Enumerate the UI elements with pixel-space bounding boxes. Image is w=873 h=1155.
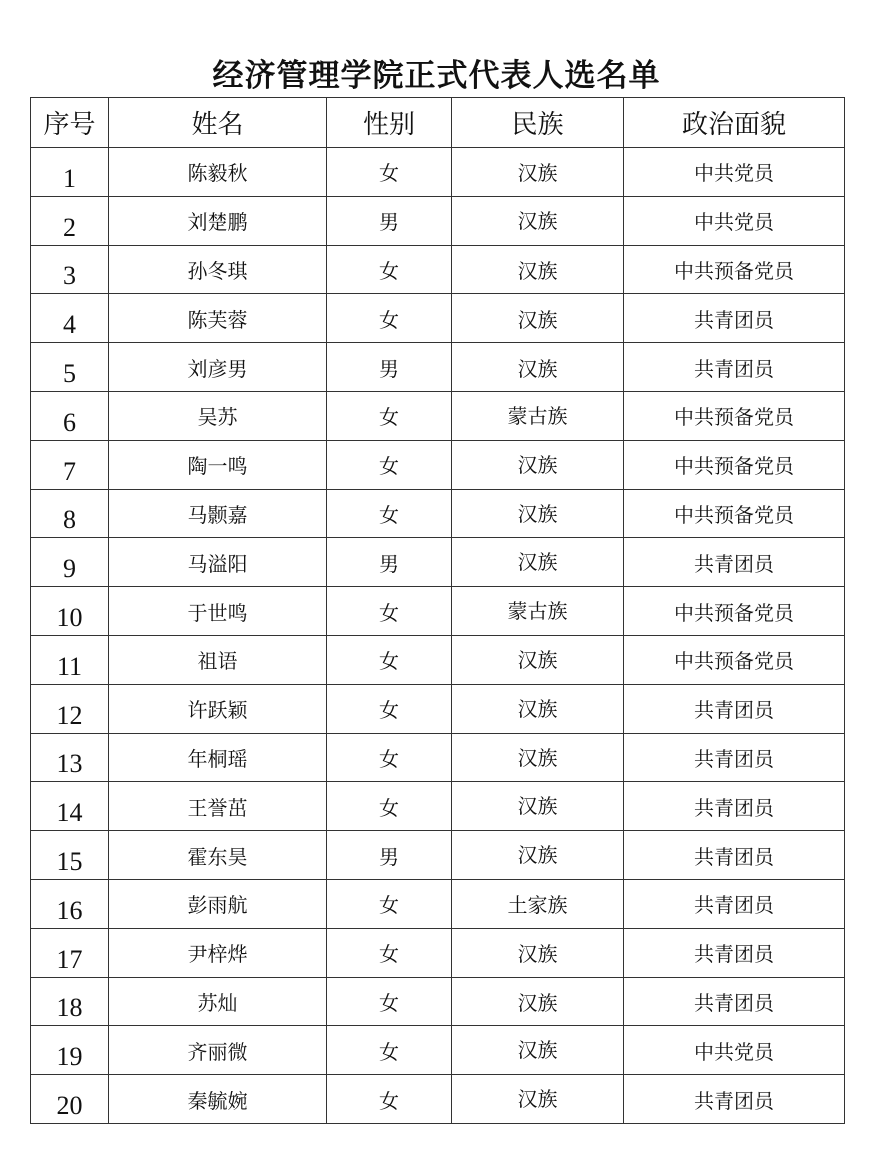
candidate-table [30,97,845,1124]
row-index: 15 [31,831,109,880]
document-title: 经济管理学院正式代表人选名单 [212,58,661,94]
table-row [31,148,845,197]
row-gender: 男 [327,538,452,587]
row-gender: 女 [327,635,452,684]
row-gender: 女 [327,928,452,977]
row-political-status: 共青团员 [624,343,845,392]
row-index: 20 [31,1075,109,1124]
table-row [31,684,845,733]
row-index: 4 [31,294,109,343]
row-index: 9 [31,538,109,587]
row-ethnicity: 汉族 [452,294,624,343]
row-gender: 女 [327,782,452,831]
row-name: 祖语 [109,635,327,684]
row-political-status: 中共预备党员 [624,391,845,440]
row-political-status: 共青团员 [624,977,845,1026]
header-index: 序号 [31,98,109,148]
table-row [31,294,845,343]
row-political-status: 中共党员 [624,196,845,245]
row-ethnicity: 汉族 [452,196,624,245]
row-name: 吴苏 [109,391,327,440]
row-political-status: 共青团员 [624,733,845,782]
row-name: 陈毅秋 [109,148,327,197]
row-index: 13 [31,733,109,782]
row-political-status: 中共党员 [624,148,845,197]
header-gender: 性别 [327,98,452,148]
row-political-status: 中共预备党员 [624,440,845,489]
row-ethnicity: 汉族 [452,343,624,392]
row-index: 6 [31,391,109,440]
row-political-status: 中共预备党员 [624,245,845,294]
row-ethnicity: 汉族 [452,635,624,684]
row-name: 刘彦男 [109,343,327,392]
table-row [31,343,845,392]
header-ethnicity: 民族 [452,98,624,148]
row-name: 孙冬琪 [109,245,327,294]
row-index: 12 [31,684,109,733]
row-ethnicity: 蒙古族 [452,587,624,636]
row-gender: 男 [327,196,452,245]
row-index: 11 [31,635,109,684]
row-political-status: 中共预备党员 [624,489,845,538]
row-gender: 女 [327,148,452,197]
row-political-status: 共青团员 [624,782,845,831]
row-name: 王誉茁 [109,782,327,831]
row-gender: 女 [327,294,452,343]
table-row [31,587,845,636]
row-name: 刘楚鹏 [109,196,327,245]
table-row [31,538,845,587]
row-gender: 女 [327,391,452,440]
row-index: 2 [31,196,109,245]
row-ethnicity: 汉族 [452,538,624,587]
row-gender: 女 [327,1026,452,1075]
row-index: 16 [31,879,109,928]
row-name: 彭雨航 [109,879,327,928]
row-gender: 女 [327,733,452,782]
row-name: 年桐瑶 [109,733,327,782]
row-political-status: 共青团员 [624,294,845,343]
row-gender: 女 [327,245,452,294]
row-gender: 男 [327,343,452,392]
row-ethnicity: 汉族 [452,489,624,538]
table-row [31,635,845,684]
table-header-row [31,98,845,148]
row-index: 18 [31,977,109,1026]
row-index: 17 [31,928,109,977]
row-ethnicity: 汉族 [452,684,624,733]
row-political-status: 共青团员 [624,684,845,733]
row-ethnicity: 汉族 [452,977,624,1026]
row-political-status: 共青团员 [624,928,845,977]
row-ethnicity: 汉族 [452,148,624,197]
table-row [31,879,845,928]
row-ethnicity: 蒙古族 [452,391,624,440]
table-row [31,1075,845,1124]
row-ethnicity: 汉族 [452,1075,624,1124]
table-row [31,440,845,489]
row-ethnicity: 汉族 [452,245,624,294]
table-row [31,733,845,782]
table-row [31,391,845,440]
table-row [31,489,845,538]
row-gender: 女 [327,1075,452,1124]
row-name: 苏灿 [109,977,327,1026]
row-gender: 女 [327,440,452,489]
row-name: 陶一鸣 [109,440,327,489]
table-row [31,1026,845,1075]
row-gender: 女 [327,489,452,538]
row-name: 秦毓婉 [109,1075,327,1124]
row-political-status: 中共预备党员 [624,587,845,636]
row-gender: 女 [327,879,452,928]
row-ethnicity: 汉族 [452,1026,624,1075]
row-name: 齐丽微 [109,1026,327,1075]
row-political-status: 共青团员 [624,1075,845,1124]
row-name: 陈芙蓉 [109,294,327,343]
table-row [31,977,845,1026]
row-political-status: 共青团员 [624,831,845,880]
row-name: 许跃颖 [109,684,327,733]
row-index: 8 [31,489,109,538]
row-index: 10 [31,587,109,636]
row-political-status: 中共党员 [624,1026,845,1075]
row-ethnicity: 汉族 [452,440,624,489]
header-name: 姓名 [109,98,327,148]
row-name: 尹梓烨 [109,928,327,977]
table-row [31,831,845,880]
row-gender: 女 [327,977,452,1026]
table-row [31,196,845,245]
row-index: 7 [31,440,109,489]
row-index: 3 [31,245,109,294]
row-name: 霍东昊 [109,831,327,880]
row-political-status: 中共预备党员 [624,635,845,684]
row-index: 14 [31,782,109,831]
row-ethnicity: 汉族 [452,831,624,880]
row-ethnicity: 汉族 [452,733,624,782]
table-row [31,245,845,294]
row-index: 19 [31,1026,109,1075]
row-index: 5 [31,343,109,392]
table-row [31,782,845,831]
row-ethnicity: 汉族 [452,928,624,977]
row-name: 马溢阳 [109,538,327,587]
row-gender: 女 [327,684,452,733]
row-gender: 女 [327,587,452,636]
row-political-status: 共青团员 [624,538,845,587]
row-ethnicity: 汉族 [452,782,624,831]
row-name: 于世鸣 [109,587,327,636]
table-row [31,928,845,977]
row-political-status: 共青团员 [624,879,845,928]
row-gender: 男 [327,831,452,880]
row-ethnicity: 土家族 [452,879,624,928]
row-name: 马颢嘉 [109,489,327,538]
header-political-status: 政治面貌 [624,98,845,148]
row-index: 1 [31,148,109,197]
